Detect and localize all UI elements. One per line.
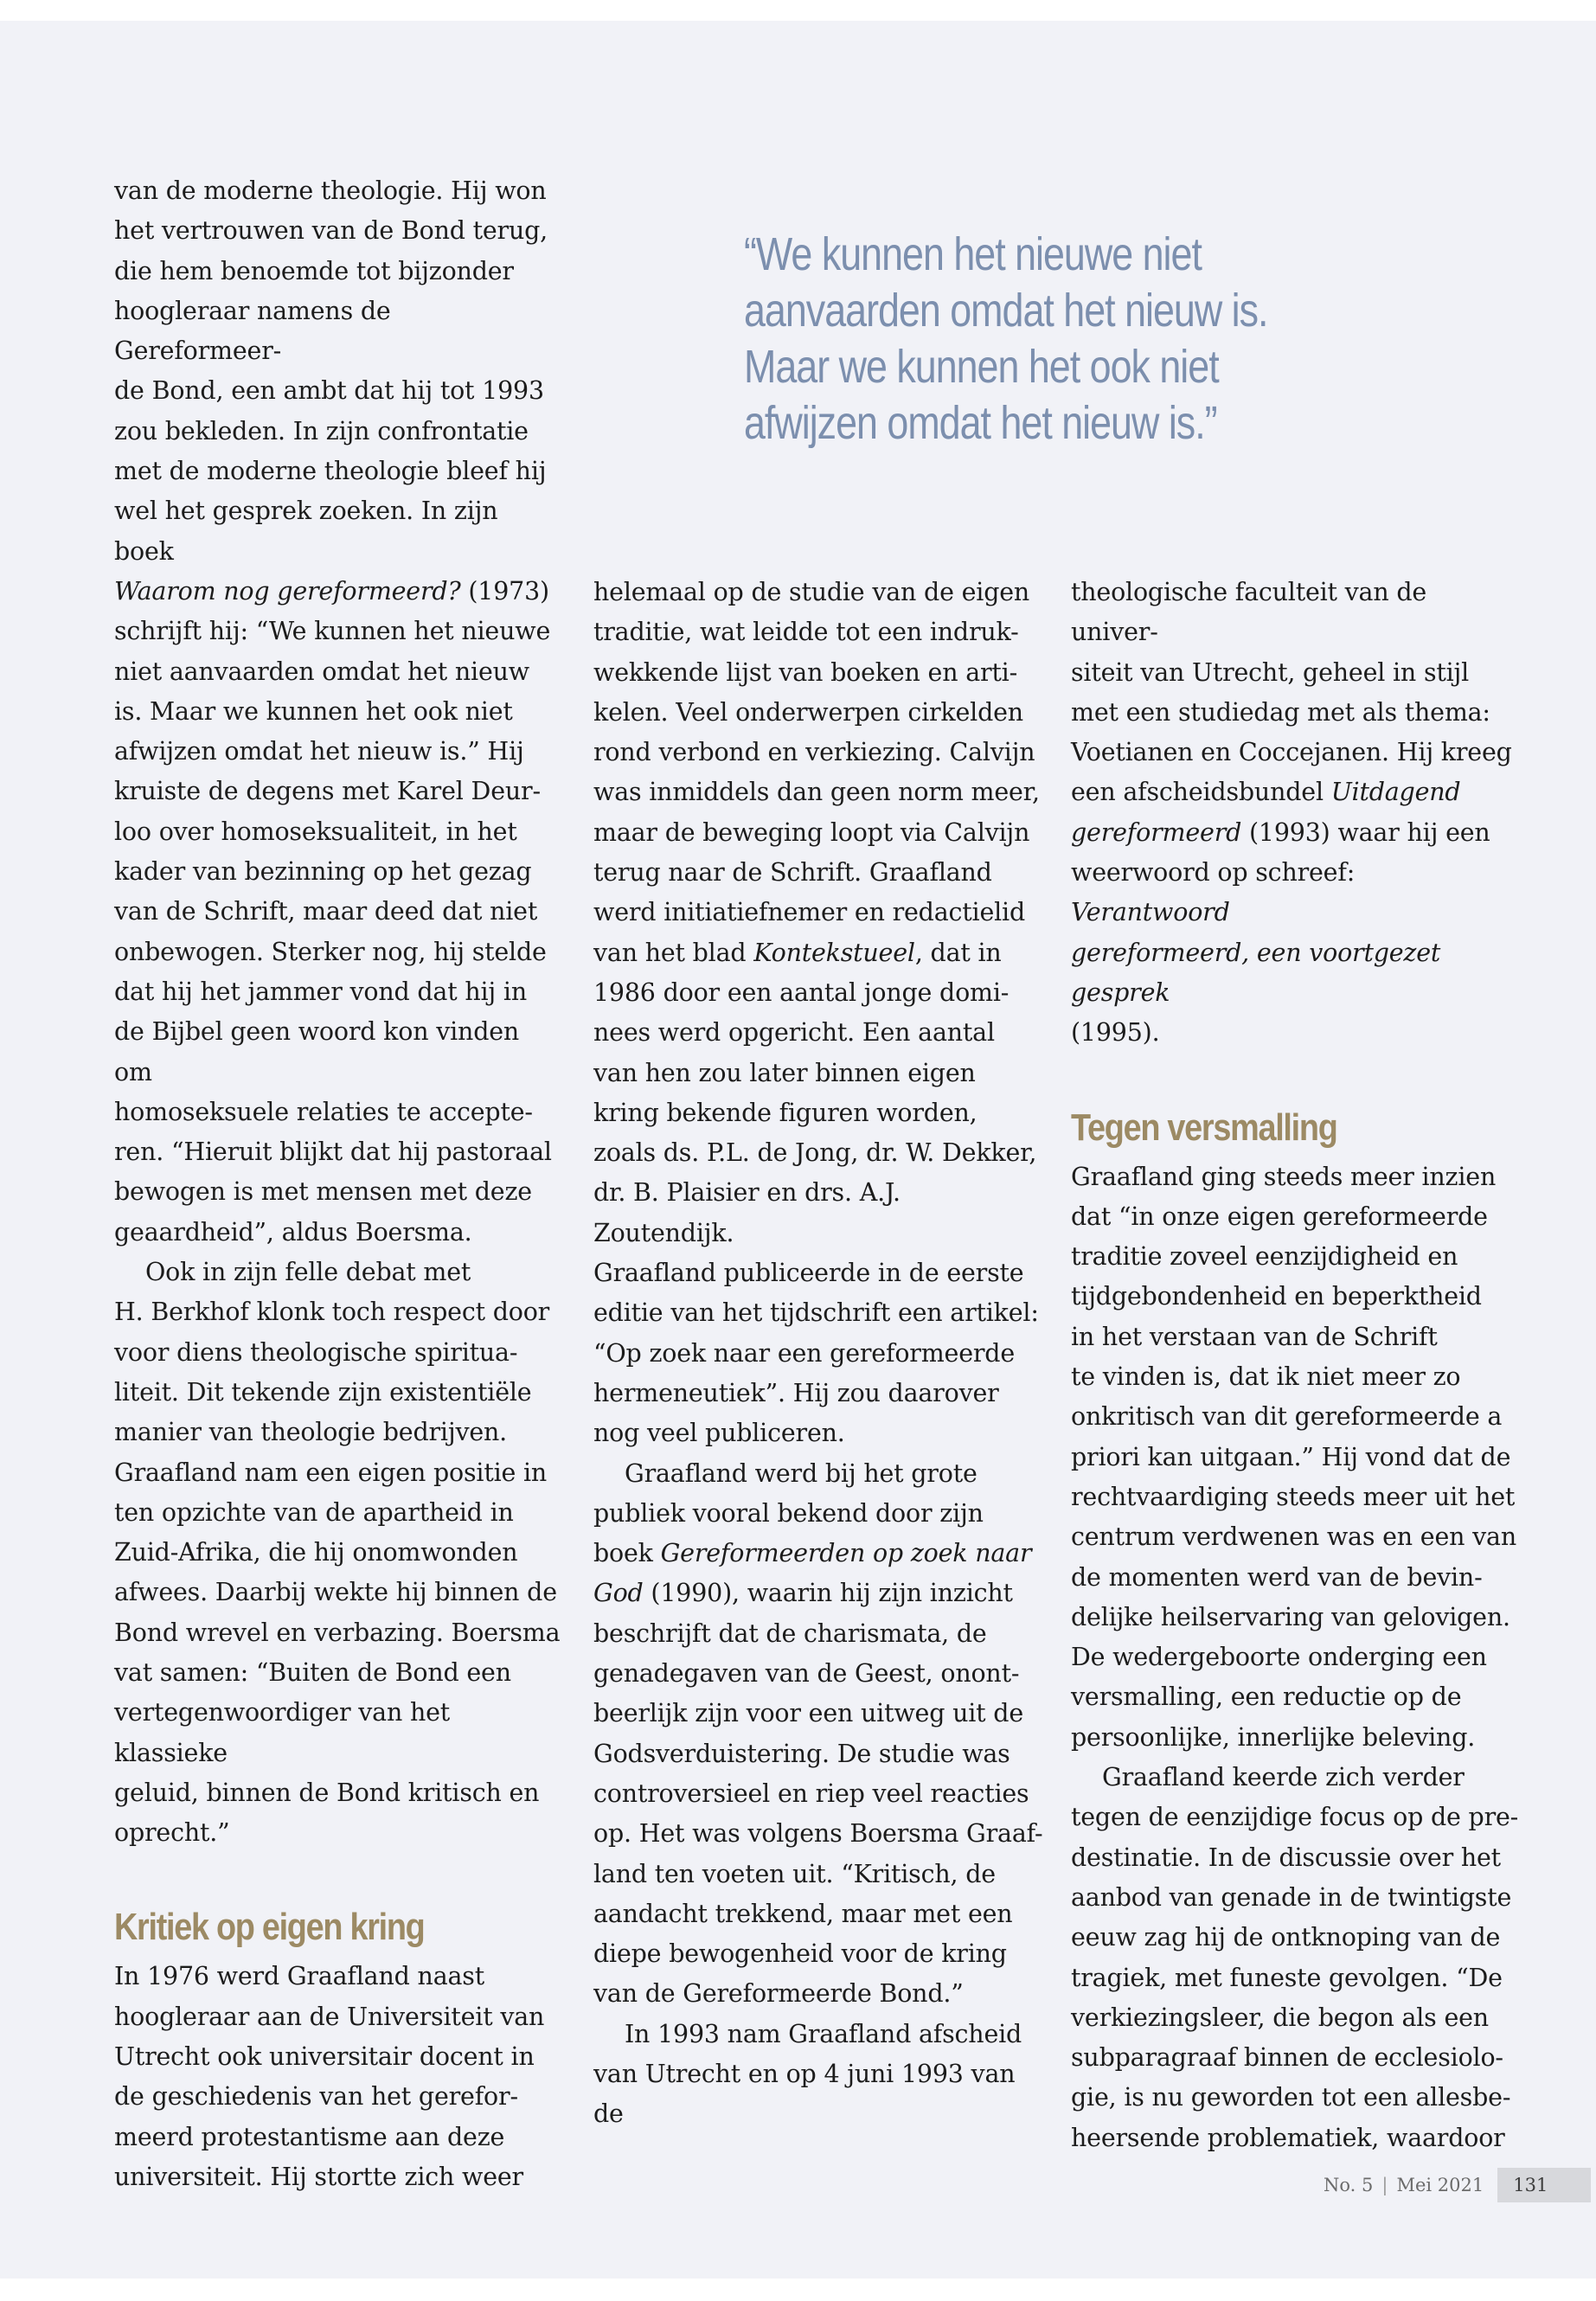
paragraph: In 1976 werd Graafland naast hoogleraar aan de Universiteit van Utrecht ook universitair docent in de geschiedenis van het gerefor- meerd protestantisme aan deze universiteit. Hij stortte zich weer [114,1962,545,2191]
article-column-3 [1071,573,1521,2158]
bottom-margin [0,2279,1596,2301]
top-margin [0,0,1596,21]
paragraph: van de moderne theologie. Hij won het vertrouwen van de Bond terug, die hem benoemde tot bijzonder hoogleraar namens de Gereformeer- de Bond, een ambt dat hij tot 1993 zou bekleden. In zijn confrontatie met de moderne theologie bleef hij wel het gesprek zoeken. In zijn boek Waarom nog gereformeerd? (1973) schrijft hij: “We kunnen het nieuwe niet aanvaarden omdat het nieuw is. Maar we kunnen het ook niet afwijzen omdat het nieuw is.” Hij kruiste de degens met Karel Deur- loo over homoseksualiteit, in het kader van bezinning op het gezag van de Schrift, maar deed dat niet onbewogen. Sterker nog, hij stelde dat hij het jammer vond dat hij in de Bijbel geen woord kon vinden om homoseksuele relaties te accepte- ren. “Hieruit blijkt dat hij pastoraal bewogen is met mensen met deze geaardheid”, aldus Boersma. [114,176,552,1247]
pull-quote-line: aanvaarden omdat het nieuw is. [744,285,1268,336]
paragraph: In 1993 nam Graafland afscheid van Utrecht en op 4 juni 1993 van de [593,2019,1022,2129]
pull-quote-line: afwijzen omdat het nieuw is.” [744,397,1217,449]
book-title: Uitdagend [1330,778,1461,807]
paragraph: Graafland werd bij het grote publiek vooral bekend door zijn boek Gereformeerden op zoek naar God (1990), waarin hij zijn inzicht beschrijft dat de charismata, de genadegaven van de Geest, onont- beerlijk zijn voor een uitweg uit de Godsverduistering. De studie was controversieel en riep veel reacties op. Het was volgens Boersma Graaf- land ten voeten uit. “Kritisch, de aandacht trekkend, maar met een diepe bewogenheid voor de kring van de Gereformeerde Bond.” [593,1458,1043,2009]
book-title: Gereformeerden op zoek naar [660,1539,1032,1568]
book-title: Verantwoord [1071,898,1230,927]
paragraph: theologische faculteit van de univer- siteit van Utrecht, geheel in stijl met een studiedag met als thema: Voetianen en Coccejanen. Hij kreeg een afscheidsbundel Uitdagend gereformeerd (1993) waar hij een weerwoord op schreef: Verantwoord gereformeerd, een voortgezet gesprek (1995). [1071,578,1512,1048]
section-heading: Tegen versmalling [1071,1106,1337,1149]
pull-quote-line: “We kunnen het nieuwe niet [744,228,1202,280]
magazine-title: Kontekstueel [753,938,915,967]
book-title: gereformeerd [1071,817,1242,847]
paragraph: Graafland ging steeds meer inzien dat “in onze eigen gereformeerde traditie zoveel eenzijdigheid en tijdgebondenheid en beperktheid in het verstaan van de Schrift te vinden is, dat ik niet meer zo onkritisch van dit gereformeerde a priori kan uitgaan.” Hij vond dat de rechtvaardiging steeds meer uit het centrum verdwenen was en een van de momenten werd van de bevin- delijke heilservaring van gelovigen. De wedergeboorte onderging een versmalling, een reductie op de persoonlijke, innerlijke beleving. [1071,1162,1516,1752]
article-column-2 [593,573,1043,2135]
issue-date: Mei 2021 [1396,2175,1484,2195]
page-footer [1324,2168,1591,2202]
pull-quote [744,227,1318,452]
section-heading: Kritiek op eigen kring [114,1906,425,1949]
footer-separator: | [1381,2175,1388,2195]
page-number: 131 [1513,2175,1548,2195]
article-column-1 [114,171,564,2197]
book-title: gereformeerd, een voortgezet gesprek [1071,938,1441,1007]
book-title: God [593,1579,644,1608]
paragraph: Ook in zijn felle debat met H. Berkhof klonk toch respect door voor diens theologische spiritua- liteit. Dit tekende zijn existentiële manier van theologie bedrijven. Graafland nam een eigen positie in ten opzichte van de apartheid in Zuid-Afrika, die hij onomwonden afwees. Daarbij wekte hij binnen de Bond wrevel en verbazing. Boersma vat samen: “Buiten de Bond een vertegenwoordiger van het klassieke geluid, binnen de Bond kritisch en oprecht.” [114,1258,561,1848]
paragraph: Graafland keerde zich verder tegen de eenzijdige focus op de pre- destinatie. In de discussie over het aanbod van genade in de twintigste eeuw zag hij de ontknoping van de tragiek, met funeste gevolgen. “De verkiezingsleer, die begon als een subparagraaf binnen de ecclesiolo- gie, is nu geworden tot een allesbe- heersende problematiek, waardoor [1071,1763,1519,2152]
pull-quote-line: Maar we kunnen het ook niet [744,341,1219,393]
book-title: Waarom nog gereformeerd? [114,576,461,606]
page-number-box [1497,2168,1591,2202]
issue-number: No. 5 [1324,2175,1374,2195]
paragraph: helemaal op de studie van de eigen traditie, wat leidde tot een indruk- wekkende lijst van boeken en arti- kelen. Veel onderwerpen cirkelden rond verbond en verkiezing. Calvijn was inmiddels dan geen norm meer, maar de beweging loopt via Calvijn terug naar de Schrift. Graafland werd initiatiefnemer en redactielid van het blad Kontekstueel, dat in 1986 door een aantal jonge domi- nees werd opgericht. Een aantal van hen zou later binnen eigen kring bekende figuren worden, zoals ds. P.L. de Jong, dr. W. Dekker, dr. B. Plaisier en drs. A.J. Zoutendijk. Graafland publiceerde in de eerste editie van het tijdschrift een artikel: “Op zoek naar een gereformeerde hermeneutiek”. Hij zou daarover nog veel publiceren. [593,578,1040,1448]
